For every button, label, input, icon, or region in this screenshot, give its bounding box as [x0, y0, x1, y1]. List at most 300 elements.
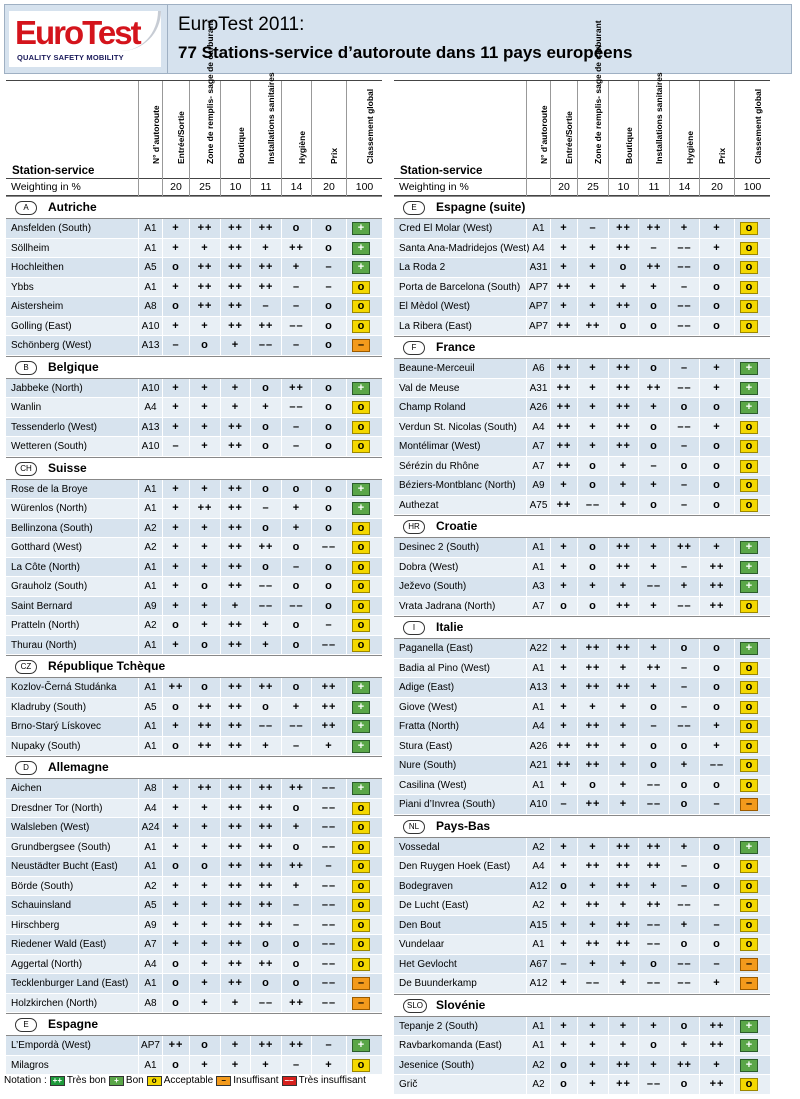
rating-cell: o: [669, 1017, 699, 1036]
rating-cell: ++: [577, 795, 608, 814]
rating-cell: ++: [550, 398, 577, 417]
station-name: Den Bout: [399, 919, 441, 931]
table-row: [6, 955, 382, 975]
rating-cell: o: [281, 636, 311, 655]
motorway-number: A7: [526, 437, 550, 456]
rating-cell: –: [669, 437, 699, 456]
rating-cell: ++: [220, 818, 250, 837]
rating-cell: ++: [550, 278, 577, 297]
rating-cell: o: [250, 519, 281, 538]
overall-rating-symbol: –: [745, 977, 753, 989]
legend-label: Très bon: [66, 1075, 106, 1086]
weighting-value: 10: [608, 179, 638, 196]
rating-cell: ++: [577, 756, 608, 775]
rating-cell: ––: [669, 379, 699, 398]
rating-cell: –: [281, 437, 311, 456]
overall-rating-box: [352, 782, 370, 795]
rating-cell: ––: [311, 955, 346, 974]
country-code-badge: CZ: [15, 660, 37, 674]
weighting-value: [526, 179, 550, 196]
rating-cell: +: [638, 877, 669, 896]
overall-rating-symbol: o: [745, 778, 753, 791]
table-row: [6, 737, 382, 757]
table-row: [6, 1056, 382, 1076]
country-header: [394, 616, 770, 639]
rating-cell: +: [577, 418, 608, 437]
overall-rating-cell: [346, 577, 382, 596]
station-name: La Ribera (East): [399, 320, 472, 332]
overall-rating-symbol: o: [745, 280, 753, 293]
weighting-label: Weighting in %: [399, 181, 469, 193]
rating-cell: –: [550, 795, 577, 814]
table-row: [394, 916, 770, 936]
overall-rating-box: [740, 541, 758, 554]
overall-rating-symbol: –: [745, 957, 753, 970]
rating-cell: ++: [220, 799, 250, 818]
table-row: [394, 437, 770, 457]
rating-cell: ++: [220, 935, 250, 954]
overall-rating-symbol: o: [357, 580, 365, 592]
motorway-number: A10: [526, 795, 550, 814]
rating-cell: o: [699, 258, 734, 277]
overall-rating-box: [740, 1059, 758, 1072]
country-code-badge: E: [403, 201, 425, 215]
rating-cell: o: [608, 317, 638, 336]
overall-rating-symbol: o: [357, 860, 365, 872]
station-name: Porta de Barcelona (South): [399, 281, 521, 293]
rating-cell: o: [162, 994, 189, 1013]
rating-cell: o: [281, 577, 311, 596]
overall-rating-cell: [734, 457, 770, 476]
column-header: [526, 81, 550, 180]
rating-cell: o: [577, 597, 608, 616]
table-row: [394, 558, 770, 578]
overall-rating-box: [352, 740, 370, 753]
overall-rating-symbol: o: [357, 1058, 365, 1071]
motorway-number: A7: [526, 597, 550, 616]
rating-cell: +: [577, 955, 608, 974]
rating-cell: o: [638, 437, 669, 456]
country-code-badge: I: [403, 621, 425, 635]
overall-rating-box: [740, 860, 758, 873]
rating-cell: o: [250, 698, 281, 717]
overall-rating-box: [352, 1039, 370, 1052]
overall-rating-box: [352, 802, 370, 815]
station-name: Bellinzona (South): [11, 522, 93, 534]
motorway-number: A5: [138, 896, 162, 915]
rating-cell: ––: [281, 317, 311, 336]
overall-rating-box: [352, 401, 370, 414]
column-header-label: Entrée/Sortie: [564, 111, 574, 164]
rating-cell: +: [669, 219, 699, 238]
rating-cell: +: [281, 258, 311, 277]
table-row: [394, 857, 770, 877]
rating-cell: o: [699, 496, 734, 515]
overall-rating-cell: [734, 896, 770, 915]
overall-rating-cell: [346, 896, 382, 915]
table-row: [6, 994, 382, 1014]
motorway-number: A2: [138, 538, 162, 557]
table-row: [394, 219, 770, 239]
column-header: [138, 81, 162, 180]
overall-rating-box: [352, 320, 370, 333]
rating-cell: o: [311, 597, 346, 616]
rating-cell: ++: [189, 717, 220, 736]
motorway-number: A4: [526, 418, 550, 437]
rating-cell: ––: [250, 717, 281, 736]
rating-cell: ++: [608, 597, 638, 616]
rating-cell: ++: [577, 935, 608, 954]
rating-cell: ++: [281, 857, 311, 876]
rating-cell: o: [189, 857, 220, 876]
rating-cell: ++: [699, 577, 734, 596]
overall-rating-cell: [734, 496, 770, 515]
overall-rating-symbol: o: [745, 498, 753, 511]
overall-rating-cell: [734, 857, 770, 876]
overall-rating-box: [740, 880, 758, 893]
rating-cell: o: [669, 398, 699, 417]
station-name: Jesenice (South): [399, 1059, 475, 1071]
rating-cell: ++: [311, 678, 346, 697]
table-row: [394, 877, 770, 897]
rating-cell: ––: [638, 795, 669, 814]
overall-rating-symbol: o: [745, 918, 753, 931]
rating-cell: o: [699, 877, 734, 896]
rating-cell: +: [577, 577, 608, 596]
motorway-number: A2: [526, 896, 550, 915]
station-name: Brno-Starý Lískovec: [11, 721, 102, 732]
station-name: Montélimar (West): [399, 441, 481, 452]
country-name: République Tchèque: [48, 659, 166, 673]
overall-rating-box: [352, 880, 370, 893]
rating-cell: ++: [608, 437, 638, 456]
overall-rating-symbol: o: [357, 599, 365, 612]
overall-rating-cell: [346, 336, 382, 355]
rating-cell: +: [669, 577, 699, 596]
table-row: [6, 678, 382, 698]
motorway-number: A10: [138, 317, 162, 336]
rating-cell: o: [162, 258, 189, 277]
rating-cell: o: [162, 1056, 189, 1075]
rating-cell: –: [162, 437, 189, 456]
rating-cell: +: [550, 577, 577, 596]
rating-cell: o: [669, 639, 699, 658]
table-row: [6, 398, 382, 418]
overall-rating-box: [740, 281, 758, 294]
rating-cell: ++: [220, 219, 250, 238]
rating-cell: +: [608, 974, 638, 993]
rating-cell: +: [189, 379, 220, 398]
rating-cell: ++: [550, 317, 577, 336]
rating-cell: +: [577, 1036, 608, 1055]
rating-cell: +: [189, 838, 220, 857]
table-row: [394, 359, 770, 379]
rating-cell: –: [281, 278, 311, 297]
rating-cell: ––: [638, 1075, 669, 1094]
rating-cell: +: [162, 916, 189, 935]
column-header-label: Classement global: [752, 88, 763, 164]
rating-cell: +: [608, 278, 638, 297]
rating-cell: ++: [220, 297, 250, 316]
rating-cell: ++: [699, 558, 734, 577]
overall-rating-cell: [346, 278, 382, 297]
rating-cell: +: [577, 278, 608, 297]
motorway-number: A2: [526, 1075, 550, 1094]
motorway-number: A1: [138, 717, 162, 736]
rating-cell: +: [281, 499, 311, 518]
overall-rating-symbol: o: [745, 681, 753, 693]
rating-cell: ++: [220, 717, 250, 736]
overall-rating-box: [740, 759, 758, 772]
rating-cell: ––: [250, 994, 281, 1013]
motorway-number: A5: [138, 258, 162, 277]
rating-cell: ++: [669, 1056, 699, 1075]
rating-cell: ++: [220, 838, 250, 857]
rating-cell: ++: [281, 1036, 311, 1055]
rating-cell: o: [638, 297, 669, 316]
motorway-number: AP7: [526, 297, 550, 316]
table-row: [6, 278, 382, 298]
motorway-number: A1: [138, 737, 162, 756]
overall-rating-box: [740, 460, 758, 473]
rating-cell: o: [162, 297, 189, 316]
rating-cell: +: [577, 379, 608, 398]
rating-cell: ++: [189, 779, 220, 798]
overall-rating-cell: [346, 717, 382, 736]
table-row: [6, 258, 382, 278]
overall-rating-cell: [346, 258, 382, 277]
rating-cell: +: [608, 457, 638, 476]
rating-cell: o: [669, 935, 699, 954]
rating-cell: –: [638, 717, 669, 736]
table-row: [6, 558, 382, 578]
rating-cell: o: [699, 476, 734, 495]
table-row: [6, 297, 382, 317]
weighting-label: Weighting in %: [11, 181, 81, 193]
overall-rating-cell: [734, 678, 770, 697]
overall-rating-symbol: +: [357, 1039, 365, 1051]
rating-cell: o: [281, 838, 311, 857]
rating-cell: ++: [550, 737, 577, 756]
rating-cell: –: [281, 558, 311, 577]
rating-cell: +: [220, 994, 250, 1013]
rating-cell: ++: [250, 219, 281, 238]
overall-rating-cell: [346, 558, 382, 577]
column-header-label: Installations sanitaires: [266, 72, 276, 164]
country-header: [394, 196, 770, 219]
overall-rating-box: [352, 222, 370, 235]
station-name: Hochleithen: [11, 262, 64, 273]
rating-cell: ++: [250, 678, 281, 697]
station-name: Tecklenburger Land (East): [11, 978, 129, 989]
column-header-label: Prix: [329, 147, 339, 164]
motorway-number: A4: [526, 857, 550, 876]
rating-cell: +: [638, 476, 669, 495]
country-header: [394, 994, 770, 1017]
column-header-label: Zone de remplis- sage de carburant: [205, 20, 215, 164]
rating-cell: ++: [281, 379, 311, 398]
overall-rating-symbol: +: [745, 840, 753, 853]
rating-cell: ++: [699, 1036, 734, 1055]
rating-cell: +: [638, 538, 669, 557]
station-name: Paganella (East): [399, 643, 473, 654]
overall-rating-cell: [346, 799, 382, 818]
station-name: Stura (East): [399, 740, 453, 752]
motorway-number: A1: [138, 558, 162, 577]
rating-cell: o: [311, 577, 346, 596]
rating-cell: ++: [669, 538, 699, 557]
table-row: [6, 577, 382, 597]
station-name: Walsleben (West): [11, 822, 90, 833]
overall-rating-symbol: +: [745, 1039, 753, 1051]
title-box: [167, 5, 792, 73]
station-name: Holzkirchen (North): [11, 997, 98, 1009]
rating-cell: ++: [550, 756, 577, 775]
rating-cell: o: [281, 678, 311, 697]
overall-rating-cell: [346, 317, 382, 336]
legend: [4, 1075, 800, 1095]
overall-rating-symbol: –: [357, 977, 365, 989]
station-name: Grundbergsee (South): [11, 841, 111, 853]
station-name: Milagros: [11, 1059, 49, 1071]
rating-cell: ++: [699, 1075, 734, 1094]
overall-rating-cell: [734, 1017, 770, 1036]
weighting-value: 100: [346, 179, 382, 196]
overall-rating-symbol: o: [745, 759, 753, 771]
rating-cell: –: [699, 916, 734, 935]
table-row: [6, 336, 382, 356]
station-name: Nupaky (South): [11, 740, 81, 752]
column-header: [638, 72, 669, 180]
motorway-number: A1: [526, 1036, 550, 1055]
rating-cell: ++: [162, 678, 189, 697]
overall-rating-box: [740, 320, 758, 333]
overall-rating-symbol: o: [745, 860, 753, 872]
rating-cell: ––: [311, 838, 346, 857]
rating-cell: –: [669, 877, 699, 896]
station-name: De Buunderkamp: [399, 978, 477, 989]
overall-rating-symbol: o: [357, 541, 365, 553]
overall-rating-symbol: +: [745, 401, 753, 413]
rating-cell: o: [669, 737, 699, 756]
weighting-value: 100: [734, 179, 770, 196]
rating-cell: o: [699, 437, 734, 456]
table-row: [6, 974, 382, 994]
table-row: [394, 476, 770, 496]
rating-cell: o: [699, 857, 734, 876]
overall-rating-symbol: o: [745, 739, 753, 752]
rating-cell: +: [550, 698, 577, 717]
motorway-number: A1: [138, 278, 162, 297]
rating-cell: +: [281, 877, 311, 896]
overall-rating-box: [740, 600, 758, 613]
rating-cell: +: [162, 636, 189, 655]
station-name: Ansfelden (South): [11, 223, 92, 234]
overall-rating-cell: [346, 418, 382, 437]
table-row: [394, 278, 770, 298]
column-header-label: Boutique: [623, 127, 634, 164]
overall-rating-box: [352, 300, 370, 313]
overall-rating-box: [740, 261, 758, 274]
rating-cell: ++: [638, 379, 669, 398]
rating-cell: ++: [311, 717, 346, 736]
column-header: [311, 81, 346, 180]
overall-rating-cell: [734, 538, 770, 557]
overall-rating-box: [740, 1020, 758, 1033]
rating-cell: o: [189, 577, 220, 596]
station-name: Grauholz (South): [11, 581, 88, 592]
legend-label: Très insuffisant: [298, 1075, 366, 1086]
overall-rating-symbol: o: [357, 420, 365, 433]
rating-cell: +: [189, 616, 220, 635]
rating-cell: ––: [250, 336, 281, 355]
rating-cell: +: [577, 437, 608, 456]
overall-rating-cell: [734, 379, 770, 398]
table-row: [6, 616, 382, 636]
rating-cell: ++: [189, 297, 220, 316]
motorway-number: A21: [526, 756, 550, 775]
rating-cell: ++: [608, 857, 638, 876]
rating-cell: o: [638, 698, 669, 717]
overall-rating-cell: [734, 639, 770, 658]
overall-rating-symbol: +: [745, 1019, 753, 1032]
country-name: Allemagne: [48, 760, 109, 774]
rating-cell: +: [281, 818, 311, 837]
table-row: [394, 258, 770, 278]
motorway-number: A9: [138, 916, 162, 935]
rating-cell: o: [638, 737, 669, 756]
overall-rating-cell: [734, 297, 770, 316]
legend-swatch: o: [147, 1076, 162, 1086]
overall-rating-cell: [346, 480, 382, 499]
rating-cell: ++: [281, 994, 311, 1013]
rating-cell: –: [281, 297, 311, 316]
overall-rating-cell: [346, 678, 382, 697]
station-name: Kladruby (South): [11, 701, 87, 713]
table-row: [394, 659, 770, 679]
overall-rating-symbol: o: [745, 599, 753, 612]
legend-label: Insuffisant: [233, 1075, 279, 1086]
overall-rating-symbol: +: [745, 541, 753, 553]
rating-cell: ++: [311, 698, 346, 717]
rating-cell: –: [550, 955, 577, 974]
rating-cell: –: [311, 857, 346, 876]
column-header-label: Installations sanitaires: [654, 72, 664, 164]
weighting-value: 11: [250, 179, 281, 196]
rating-cell: +: [189, 994, 220, 1013]
overall-rating-symbol: o: [357, 638, 365, 651]
station-name: Dresdner Tor (North): [11, 802, 103, 814]
overall-rating-box: [740, 222, 758, 235]
table-row: [6, 239, 382, 259]
overall-rating-box: [740, 300, 758, 313]
table-row: [394, 597, 770, 617]
rating-cell: +: [162, 398, 189, 417]
overall-rating-box: [352, 242, 370, 255]
station-name: Grič: [399, 1079, 418, 1090]
table-row: [394, 678, 770, 698]
station-column-title: Station-service: [400, 165, 483, 177]
station-column-title: Station-service: [12, 165, 95, 177]
legend-label: Bon: [125, 1075, 144, 1086]
rating-cell: o: [281, 480, 311, 499]
rating-cell: ++: [281, 239, 311, 258]
rating-cell: ––: [577, 496, 608, 515]
rating-cell: +: [189, 538, 220, 557]
rating-cell: ––: [669, 597, 699, 616]
rating-cell: ++: [250, 799, 281, 818]
rating-cell: +: [189, 398, 220, 417]
